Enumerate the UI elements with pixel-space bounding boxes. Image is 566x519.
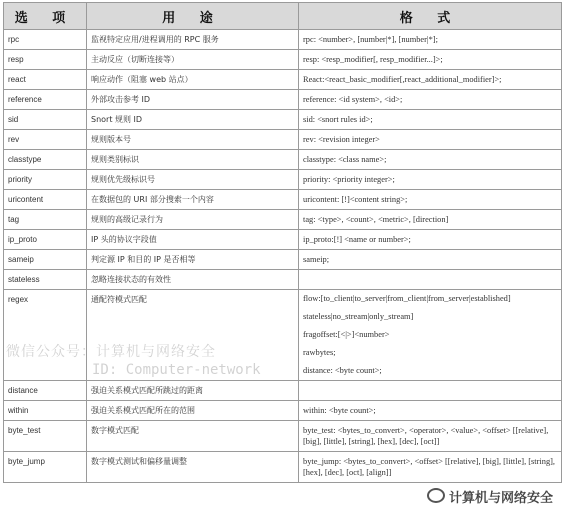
table-row [4, 381, 562, 401]
table-row [4, 70, 562, 90]
format-cell: sid: <snort rules id>; [299, 110, 562, 130]
use-cell: 数字模式匹配 [87, 421, 299, 452]
format-cell: byte_jump: <bytes_to_convert>, <offset> [[relative], [big], [little], [string], [hex], [dec], [oct], [align]] [299, 452, 562, 483]
use-cell: 主动反应（切断连接等） [87, 50, 299, 70]
option-cell: rev [4, 130, 87, 150]
wechat-icon [427, 488, 445, 503]
format-cell: tag: <type>, <count>, <metric>, [direction] [299, 210, 562, 230]
table-row [4, 270, 562, 290]
option-cell: byte_jump [4, 452, 87, 483]
format-cell: ip_proto:[!] <name or number>; [299, 230, 562, 250]
use-cell: 通配符模式匹配 [87, 290, 299, 381]
watermark-badge [427, 487, 553, 506]
format-cell [299, 290, 562, 381]
option-cell: resp [4, 50, 87, 70]
use-cell: IP 头的协议字段值 [87, 230, 299, 250]
table-row [4, 250, 562, 270]
format-cell: byte_test: <bytes_to_convert>, <operator>, <value>, <offset> [[relative], [big], [little], [string], [hex], [dec], [oct]] [299, 421, 562, 452]
table-row [4, 230, 562, 250]
watermark-badge-text: 计算机与网络安全 [449, 491, 554, 506]
option-cell: regex [4, 290, 87, 381]
format-cell: resp: <resp_modifier[, resp_modifier...]>; [299, 50, 562, 70]
use-cell: 规则优先级标识号 [87, 170, 299, 190]
snort-options-table [3, 2, 562, 483]
use-cell: Snort 规则 ID [87, 110, 299, 130]
table-row [4, 421, 562, 452]
format-cell: sameip; [299, 250, 562, 270]
option-cell: byte_test [4, 421, 87, 452]
option-cell: ip_proto [4, 230, 87, 250]
option-cell: tag [4, 210, 87, 230]
option-cell: within [4, 401, 87, 421]
table-row [4, 50, 562, 70]
header-option: 选 项 [4, 3, 87, 30]
table-row [4, 110, 562, 130]
use-cell: 忽略连接状态的有效性 [87, 270, 299, 290]
option-cell: rpc [4, 30, 87, 50]
format-line: stateless|no_stream|only_stream] [303, 312, 414, 321]
header-use: 用 途 [87, 3, 299, 30]
format-line: fragoffset:[<|>]<number> [303, 330, 390, 339]
format-cell: within: <byte count>; [299, 401, 562, 421]
use-cell: 在数据包的 URI 部分搜索一个内容 [87, 190, 299, 210]
use-cell: 响应动作（阻塞 web 站点） [87, 70, 299, 90]
format-line: flow:[to_client|to_server|from_client|from_server|established] [303, 294, 511, 303]
table-row [4, 401, 562, 421]
option-cell: classtype [4, 150, 87, 170]
use-cell: 监视特定应用/进程调用的 RPC 服务 [87, 30, 299, 50]
watermark-id: ID: Computer-network [92, 362, 261, 378]
format-cell: reference: <id system>, <id>; [299, 90, 562, 110]
option-cell: reference [4, 90, 87, 110]
format-line: rawbytes; [303, 348, 336, 357]
table-row [4, 90, 562, 110]
format-cell: classtype: <class name>; [299, 150, 562, 170]
use-cell: 数字模式测试和偏移量调整 [87, 452, 299, 483]
table-row [4, 150, 562, 170]
option-table-sheet [3, 2, 561, 483]
use-cell: 外部攻击参考 ID [87, 90, 299, 110]
table-row [4, 290, 562, 381]
table-row [4, 130, 562, 150]
table-row [4, 170, 562, 190]
format-cell [299, 381, 562, 401]
format-cell: priority: <priority integer>; [299, 170, 562, 190]
watermark-account: 微信公众号：计算机与网络安全 [6, 344, 216, 360]
format-cell: rev: <revision integer> [299, 130, 562, 150]
table-row [4, 452, 562, 483]
format-cell: uricontent: [!]<content string>; [299, 190, 562, 210]
option-cell: priority [4, 170, 87, 190]
table-row [4, 210, 562, 230]
use-cell: 规则的高级记录行为 [87, 210, 299, 230]
use-cell: 强迫关系模式匹配所在的范围 [87, 401, 299, 421]
option-cell: react [4, 70, 87, 90]
use-cell: 规则版本号 [87, 130, 299, 150]
use-cell: 规则类别标识 [87, 150, 299, 170]
format-cell: React:<react_basic_modifier[,react_additional_modifier]>; [299, 70, 562, 90]
format-cell: rpc: <number>, [number|*], [number|*]; [299, 30, 562, 50]
table-header-row [4, 3, 562, 30]
option-cell: uricontent [4, 190, 87, 210]
header-format: 格 式 [299, 3, 562, 30]
option-cell: sameip [4, 250, 87, 270]
option-cell: stateless [4, 270, 87, 290]
option-cell: sid [4, 110, 87, 130]
use-cell: 强迫关系模式匹配所跳过的距离 [87, 381, 299, 401]
table-row [4, 190, 562, 210]
table-row [4, 30, 562, 50]
option-cell: distance [4, 381, 87, 401]
format-line: distance: <byte count>; [303, 366, 382, 375]
use-cell: 判定源 IP 和目的 IP 是否相等 [87, 250, 299, 270]
format-cell [299, 270, 562, 290]
